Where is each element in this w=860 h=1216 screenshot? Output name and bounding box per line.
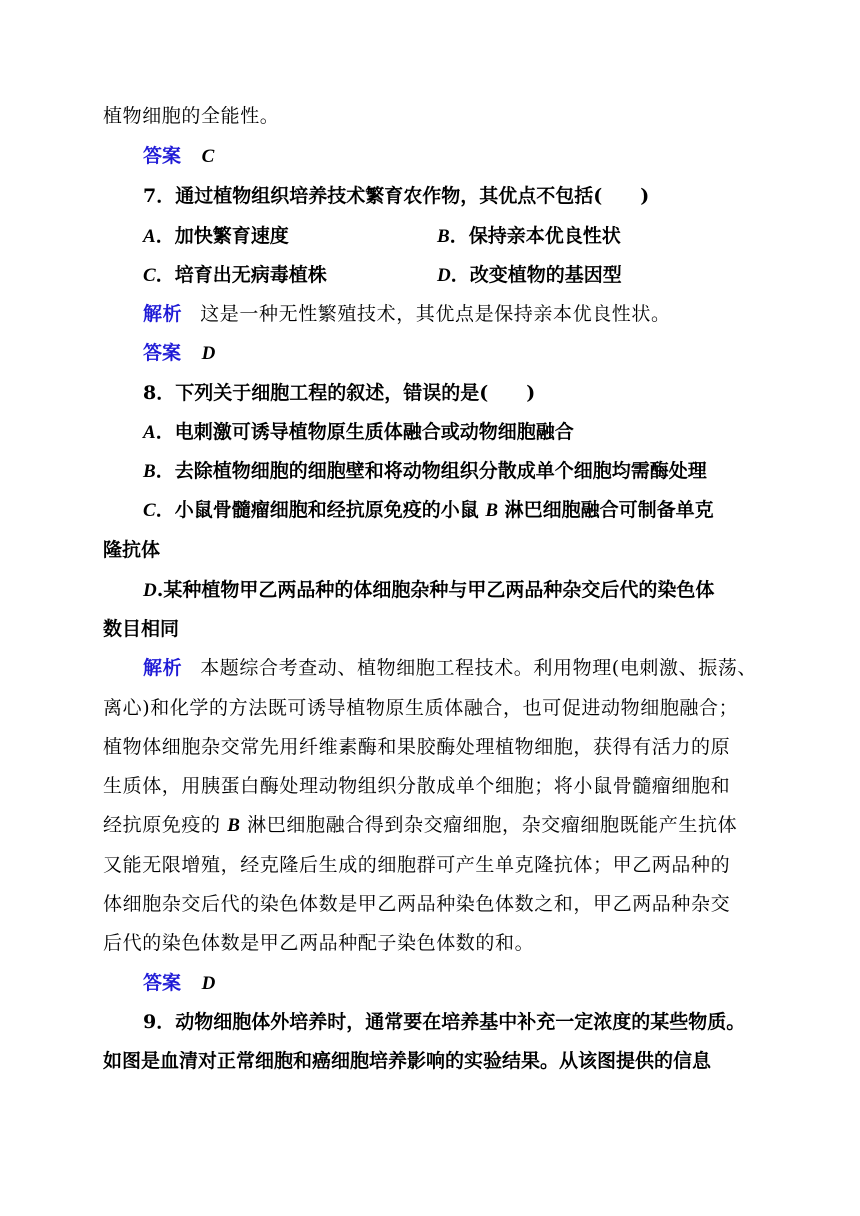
q8-option-d-cont: 数目相同 <box>103 618 180 640</box>
q7-options-cd <box>143 263 763 288</box>
answer-value: C <box>201 146 215 167</box>
q7-option-b: B．保持亲本优良性状 <box>437 225 621 247</box>
answer-value: D <box>201 973 216 994</box>
q8-analysis-l4: 生质体，用胰蛋白酶处理动物组织分散成单个细胞；将小鼠骨髓瘤细胞和 <box>103 775 731 797</box>
q8-answer <box>143 971 763 996</box>
q8-stem: 8．下列关于细胞工程的叙述，错误的是( ) <box>143 382 536 404</box>
q6-answer <box>143 144 763 169</box>
answer-label: 答案 <box>143 972 182 994</box>
q8-analysis-l7: 体细胞杂交后代的染色体数是甲乙两品种染色体数之和，甲乙两品种杂交 <box>103 893 731 915</box>
q7-stem: 7．通过植物组织培养技术繁育农作物，其优点不包括( ) <box>143 185 650 207</box>
answer-label: 答案 <box>143 342 182 364</box>
q8-option-d: D.某种植物甲乙两品种的体细胞杂种与甲乙两品种杂交后代的染色体 <box>143 579 715 601</box>
q7-analysis: 解析 这是一种无性繁殖技术，其优点是保持亲本优良性状。 <box>143 303 671 325</box>
q8-option-c-cont: 隆抗体 <box>103 539 161 561</box>
q8-analysis-l6: 又能无限增殖，经克隆后生成的细胞群可产生单克隆抗体；甲乙两品种的 <box>103 854 731 876</box>
q9-stem-l1: 9．动物细胞体外培养时，通常要在培养基中补充一定浓度的某些物质。 <box>143 1011 746 1033</box>
q7-answer <box>143 341 763 366</box>
answer-value: D <box>201 343 216 364</box>
q7-option-a: A．加快繁育速度 <box>143 225 289 247</box>
q8-analysis-l3: 植物体细胞杂交常先用纤维素酶和果胶酶处理植物细胞，获得有活力的原 <box>103 736 731 758</box>
analysis-label: 解析 <box>143 657 183 679</box>
q8-analysis-l5: 经抗原免疫的 B 淋巴细胞融合得到杂交瘤细胞，杂交瘤细胞既能产生抗体 <box>103 814 738 836</box>
answer-label: 答案 <box>143 145 182 167</box>
previous-answer-tail: 植物细胞的全能性。 <box>103 105 280 127</box>
q8-analysis-l1: 解析 本题综合考查动、植物细胞工程技术。利用物理(电刺激、振荡、 <box>143 657 758 679</box>
q8-analysis-l8: 后代的染色体数是甲乙两品种配子染色体数的和。 <box>103 932 535 954</box>
q8-option-b: B．去除植物细胞的细胞壁和将动物组织分散成单个细胞均需酶处理 <box>143 460 707 482</box>
q8-option-c: C．小鼠骨髓瘤细胞和经抗原免疫的小鼠 B 淋巴细胞融合可制备单克 <box>143 499 714 521</box>
q7-option-d: D．改变植物的基因型 <box>437 264 622 286</box>
q9-stem-l2: 如图是血清对正常细胞和癌细胞培养影响的实验结果。从该图提供的信息 <box>103 1050 712 1072</box>
q7-options-ab <box>143 224 763 249</box>
q8-analysis-l2: 离心)和化学的方法既可诱导植物原生质体融合，也可促进动物细胞融合； <box>103 697 739 719</box>
q8-option-a: A．电刺激可诱导植物原生质体融合或动物细胞融合 <box>143 421 574 443</box>
q7-option-c: C．培育出无病毒植株 <box>143 264 327 286</box>
analysis-label: 解析 <box>143 303 183 325</box>
